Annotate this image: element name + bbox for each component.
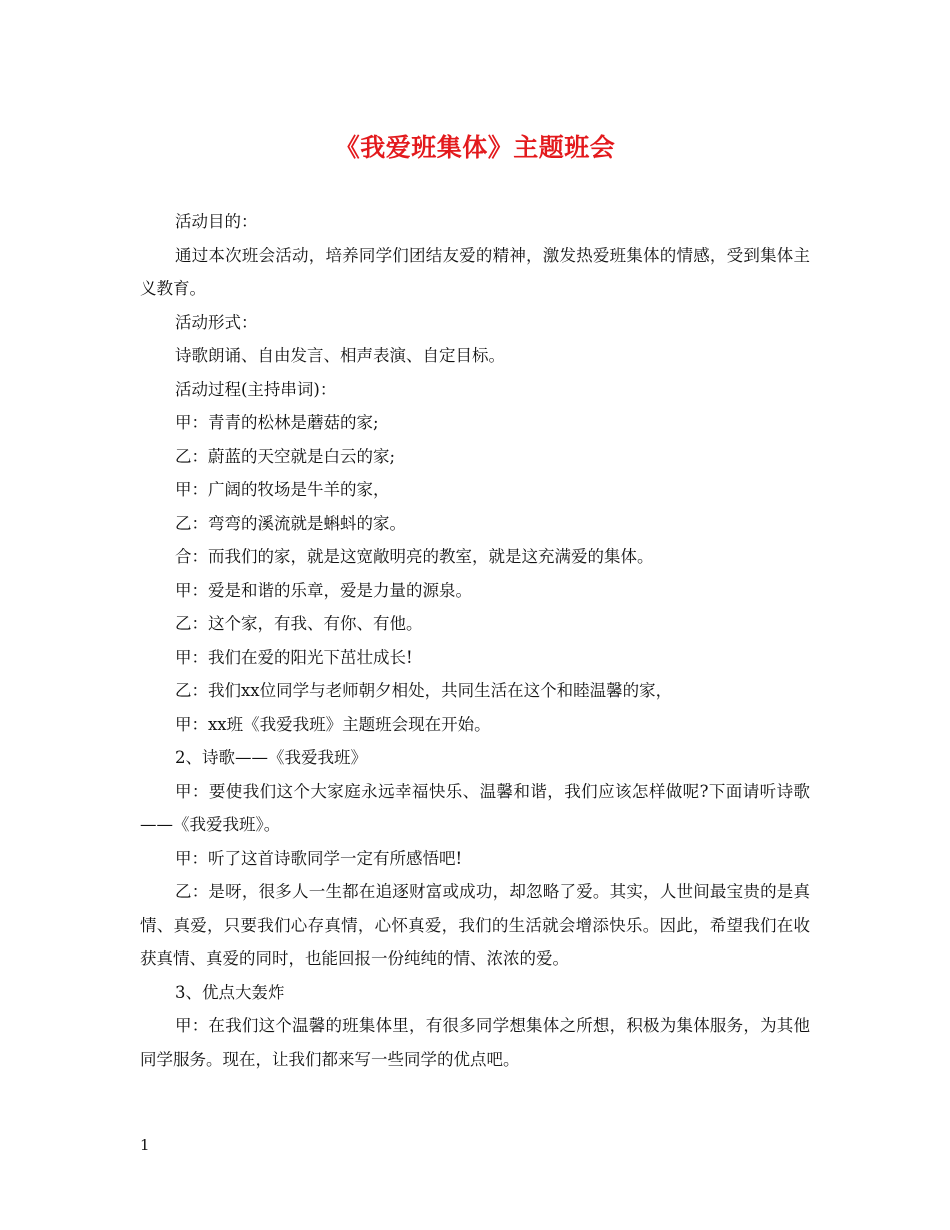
paragraph: 甲：我们在爱的阳光下茁壮成长! (175, 647, 413, 667)
paragraph: 乙：这个家，有我、有你、有他。 (175, 614, 423, 633)
paragraph: 合：而我们的家，就是这宽敞明亮的教室，就是这充满爱的集体。 (175, 547, 654, 566)
paragraph: 甲：xx班《我爱我班》主题班会现在开始。 (175, 714, 491, 734)
document-title: 《我爱班集体》主题班会 (334, 133, 616, 162)
paragraph: 甲：爱是和谐的乐章，爱是力量的源泉。 (175, 580, 472, 600)
paragraph: 乙：是呀，很多人一生都在追逐财富或成功，却忽略了爱。其实，人世间最宝贵的是真情、真爱，只要我们心存真情，心怀真爱，我们的生活就会增添快乐。因此，希望我们在收获真情、真爱的同时，也能回报一份纯纯的情、浓浓的爱。 (140, 882, 810, 968)
paragraph: 甲：在我们这个温馨的班集体里，有很多同学想集体之所想，积极为集体服务，为其他同学服务。现在，让我们都来写一些同学的优点吧。 (140, 1016, 810, 1069)
section-heading: 2、诗歌——《我爱我班》 (175, 748, 367, 767)
document-body (140, 205, 810, 1076)
paragraph: 活动形式： (175, 312, 258, 332)
paragraph: 甲：广阔的牧场是牛羊的家， (175, 480, 390, 499)
paragraph: 活动目的： (175, 212, 258, 231)
paragraph: 诗歌朗诵、自由发言、相声表演、自定目标。 (175, 346, 505, 365)
paragraph: 甲：听了这首诗歌同学一定有所感悟吧! (175, 848, 463, 868)
paragraph: 乙：弯弯的溪流就是蝌蚪的家。 (175, 513, 406, 533)
paragraph: 乙：蔚蓝的天空就是白云的家; (175, 446, 396, 466)
paragraph: 活动过程(主持串词)： (175, 379, 337, 399)
paragraph: 乙：我们xx位同学与老师朝夕相处，共同生活在这个和睦温馨的家， (175, 681, 673, 700)
paragraph: 通过本次班会活动，培养同学们团结友爱的精神，激发热爱班集体的情感，受到集体主义教育。 (140, 245, 810, 298)
paragraph: 甲：青青的松林是蘑菇的家; (175, 413, 379, 432)
page-number: 1 (140, 1136, 150, 1154)
section-heading: 3、优点大轰炸 (175, 982, 285, 1002)
paragraph: 甲：要使我们这个大家庭永远幸福快乐、温馨和谐，我们应该怎样做呢?下面请听诗歌——《我爱我班》。 (140, 781, 810, 834)
